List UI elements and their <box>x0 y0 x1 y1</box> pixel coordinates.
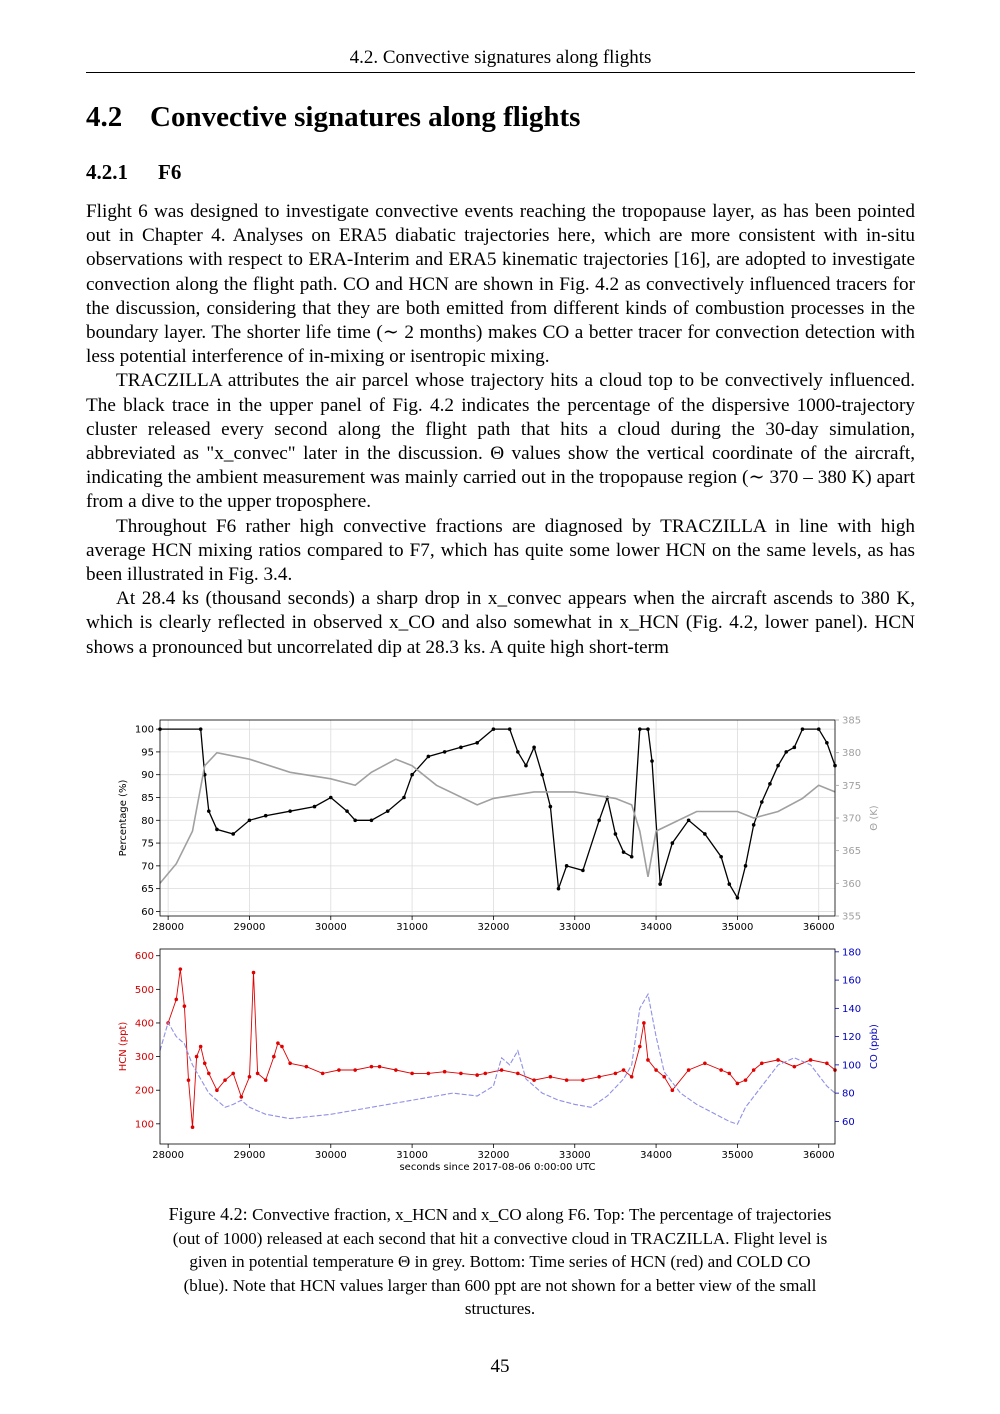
paragraph: At 28.4 ks (thousand seconds) a sharp drop in x_convec appears when the aircraft ascends to 380 K, which is clearly reflected in observed x_CO and also somewhat in x_HCN (Fig. 4.2, lower panel). HCN shows a pronounced but uncorrelated dip at 28.3 ks. A quite high short-term <box>86 588 915 658</box>
data-point-hcn <box>622 1068 626 1072</box>
data-point-hcn <box>353 1068 357 1072</box>
data-point-hcn <box>179 967 183 971</box>
y2-tick-label: 80 <box>842 1088 855 1100</box>
paragraph: TRACZILLA attributes the air parcel whose trajectory hits a cloud top to be convectively influenced. The black trace in the upper panel of Fig. 4.2 indicates the percentage of the dispersive 1000-trajectory cluster released every second along the flight path that hits a cloud during the 30-day simulation, abbreviated as "x_convec" later in the discussion. Θ values show the vertical coordinate of the aircraft, indicating the ambient measurement was mainly carried out in the tropopause region (∼ 370 – 380 K) apart from a dive to the upper troposphere. <box>86 370 915 513</box>
data-point-x_convec <box>532 746 536 750</box>
x-tick-label: 36000 <box>802 1150 835 1161</box>
data-point-x_convec <box>508 727 512 731</box>
running-head: 4.2. Convective signatures along flights <box>349 47 652 68</box>
data-point-hcn <box>719 1068 723 1072</box>
y-tick-label: 70 <box>141 861 154 873</box>
y2-tick-label: 385 <box>842 716 862 727</box>
data-point-hcn <box>597 1075 601 1079</box>
data-point-hcn <box>256 1072 260 1076</box>
y2-tick-label: 120 <box>842 1032 862 1044</box>
header-rule <box>86 72 915 73</box>
y-tick-label: 400 <box>134 1018 154 1030</box>
data-point-hcn <box>532 1078 536 1082</box>
data-point-x_convec <box>817 727 821 731</box>
x-tick-label: 34000 <box>640 1150 672 1161</box>
data-point-x_convec <box>744 864 748 868</box>
paragraph: Throughout F6 rather high convective fractions are diagnosed by TRACZILLA in line with high average HCN mixing ratios compared to F7, which has quite some lower HCN on the same levels, as has been illustrated in Fig. 3.4. <box>86 515 915 586</box>
x-tick-label: 36000 <box>802 922 835 933</box>
data-point-x_convec <box>752 823 756 827</box>
y2-tick-label: 140 <box>842 1003 862 1015</box>
data-point-x_convec <box>443 750 447 754</box>
series-line-theta <box>160 753 835 884</box>
data-point-hcn <box>264 1078 268 1082</box>
data-point-x_convec <box>650 759 654 763</box>
data-point-x_convec <box>475 741 479 745</box>
data-point-x_convec <box>264 814 268 818</box>
x-tick-label: 33000 <box>558 1150 591 1161</box>
plot-frame <box>160 949 835 1144</box>
x-axis-label: seconds since 2017-08-06 0:00:00 UTC <box>399 1162 596 1173</box>
y2-tick-label: 370 <box>842 813 862 825</box>
body-text <box>86 200 915 660</box>
x-tick-label: 29000 <box>233 922 266 933</box>
data-point-x_convec <box>736 896 740 900</box>
y-tick-label: 100 <box>134 724 154 736</box>
data-point-hcn <box>776 1058 780 1062</box>
data-point-x_convec <box>658 882 662 886</box>
data-point-hcn <box>475 1073 479 1077</box>
data-point-hcn <box>427 1072 431 1076</box>
data-point-x_convec <box>581 869 585 873</box>
data-point-x_convec <box>207 809 211 813</box>
y2-tick-label: 355 <box>842 911 862 923</box>
y-tick-label: 600 <box>134 951 154 963</box>
data-point-hcn <box>272 1055 276 1059</box>
y-tick-label: 95 <box>141 747 154 759</box>
data-point-x_convec <box>597 818 601 822</box>
y-tick-label: 90 <box>141 770 154 782</box>
data-point-hcn <box>642 1021 646 1025</box>
data-point-x_convec <box>313 805 317 809</box>
chart-panel-bottom <box>118 947 880 1173</box>
data-point-hcn <box>370 1065 374 1069</box>
x-tick-label: 31000 <box>396 922 429 933</box>
data-point-hcn <box>443 1070 447 1074</box>
x-tick-label: 30000 <box>314 1150 347 1161</box>
data-point-x_convec <box>671 841 675 845</box>
data-point-x_convec <box>727 882 731 886</box>
figure-4-2 <box>110 716 890 1176</box>
data-point-x_convec <box>524 764 528 768</box>
data-point-hcn <box>280 1045 284 1049</box>
data-point-x_convec <box>459 746 463 750</box>
subsection-number: 4.2.1 <box>86 160 128 184</box>
data-point-x_convec <box>825 741 829 745</box>
chart-panel-top <box>118 716 880 933</box>
data-point-x_convec <box>199 727 203 731</box>
data-point-x_convec <box>614 832 618 836</box>
data-point-hcn <box>215 1088 219 1092</box>
x-tick-label: 35000 <box>721 1150 754 1161</box>
data-point-x_convec <box>793 746 797 750</box>
data-point-hcn <box>646 1058 650 1062</box>
x-tick-label: 30000 <box>314 922 347 933</box>
x-tick-label: 34000 <box>640 922 672 933</box>
data-point-x_convec <box>248 818 252 822</box>
data-point-hcn <box>203 1062 207 1066</box>
figure-chart <box>110 716 890 1176</box>
y2-tick-label: 360 <box>842 878 862 890</box>
data-point-hcn <box>240 1095 244 1099</box>
data-point-hcn <box>500 1068 504 1072</box>
data-point-hcn <box>207 1072 211 1076</box>
data-point-hcn <box>459 1072 463 1076</box>
data-point-x_convec <box>703 832 707 836</box>
data-point-hcn <box>484 1072 488 1076</box>
y2-tick-label: 380 <box>842 748 862 760</box>
paragraph: Flight 6 was designed to investigate convective events reaching the tropopause layer, as has been pointed out in Chapter 4. Analyses on ERA5 diabatic trajectories here, which are more consistent with in-situ observations with respect to ERA-Interim and ERA5 kinematic trajectories [16], are adopted to investigate convection along the flight path. CO and HCN are shown in Fig. 4.2 as convectively influenced tracers for the discussion, considering that they are both emitted from different kinds of combustion processes in the boundary layer. The shorter life time (∼ 2 months) makes CO a better tracer for convection detection with less potential interference of in-mixing or isentropic mixing. <box>86 201 915 368</box>
y2-axis-label: CO (ppb) <box>869 1024 880 1069</box>
data-point-x_convec <box>768 782 772 786</box>
data-point-hcn <box>614 1072 618 1076</box>
data-point-hcn <box>288 1062 292 1066</box>
data-point-x_convec <box>386 809 390 813</box>
page-number: 45 <box>490 1356 510 1377</box>
data-point-x_convec <box>801 727 805 731</box>
data-point-x_convec <box>719 855 723 859</box>
y-tick-label: 200 <box>134 1085 154 1097</box>
data-point-x_convec <box>638 727 642 731</box>
data-point-hcn <box>199 1045 203 1049</box>
data-point-hcn <box>630 1075 634 1079</box>
data-point-hcn <box>760 1062 764 1066</box>
data-point-x_convec <box>231 832 235 836</box>
y2-tick-label: 365 <box>842 846 862 858</box>
data-point-hcn <box>321 1072 325 1076</box>
data-point-x_convec <box>329 796 333 800</box>
data-point-hcn <box>187 1078 191 1082</box>
caption-label: Figure 4.2: <box>168 1204 248 1224</box>
data-point-x_convec <box>687 818 691 822</box>
data-point-x_convec <box>492 727 496 731</box>
data-point-x_convec <box>565 864 569 868</box>
data-point-hcn <box>276 1041 280 1045</box>
data-point-hcn <box>191 1125 195 1129</box>
y-tick-label: 85 <box>141 792 154 804</box>
data-point-hcn <box>248 1075 252 1079</box>
data-point-hcn <box>549 1075 553 1079</box>
data-point-hcn <box>825 1062 829 1066</box>
data-point-x_convec <box>370 818 374 822</box>
x-tick-label: 28000 <box>152 1150 185 1161</box>
data-point-x_convec <box>630 855 634 859</box>
subsection-title: F6 <box>158 160 182 184</box>
data-point-hcn <box>394 1068 398 1072</box>
y2-axis-label: Θ (K) <box>869 805 880 831</box>
data-point-hcn <box>223 1078 227 1082</box>
data-point-hcn <box>793 1065 797 1069</box>
data-point-x_convec <box>410 773 414 777</box>
y2-tick-label: 60 <box>842 1116 855 1128</box>
data-point-x_convec <box>353 818 357 822</box>
section-number: 4.2 <box>86 101 123 133</box>
data-point-hcn <box>809 1058 813 1062</box>
data-point-hcn <box>231 1072 235 1076</box>
section-title: Convective signatures along flights <box>150 101 581 133</box>
caption-text: Convective fraction, x_HCN and x_CO along F6. Top: The percentage of trajectories (out of 1000) released at each second that hit a convective cloud in TRACZILLA. Flight level is given in potential temperature Θ in grey. Bottom: Time series of HCN (red) and COLD CO (blue). Note that HCN values larger than 600 ppt are not shown for a better view of the small structures. <box>172 1205 832 1319</box>
data-point-hcn <box>337 1068 341 1072</box>
series-line-x_convec <box>160 729 835 898</box>
y-tick-label: 100 <box>134 1119 154 1131</box>
x-tick-label: 33000 <box>558 922 591 933</box>
y-tick-label: 60 <box>141 906 154 918</box>
data-point-hcn <box>638 1045 642 1049</box>
data-point-x_convec <box>402 796 406 800</box>
data-point-hcn <box>752 1068 756 1072</box>
x-tick-label: 32000 <box>477 1150 510 1161</box>
data-point-x_convec <box>784 750 788 754</box>
data-point-hcn <box>410 1072 414 1076</box>
data-point-hcn <box>183 1004 187 1008</box>
series-line-co <box>160 994 835 1124</box>
data-point-hcn <box>727 1072 731 1076</box>
series-line-hcn <box>168 969 835 1127</box>
figure-caption <box>166 1203 834 1321</box>
data-point-x_convec <box>646 727 650 731</box>
x-tick-label: 35000 <box>721 922 754 933</box>
x-tick-label: 31000 <box>396 1150 429 1161</box>
data-point-x_convec <box>288 809 292 813</box>
x-tick-label: 32000 <box>477 922 510 933</box>
y-tick-label: 500 <box>134 984 154 996</box>
y2-tick-label: 180 <box>842 947 862 959</box>
data-point-x_convec <box>215 828 219 832</box>
data-point-hcn <box>654 1068 658 1072</box>
data-point-x_convec <box>549 805 553 809</box>
data-point-hcn <box>378 1065 382 1069</box>
data-point-hcn <box>516 1072 520 1076</box>
data-point-hcn <box>703 1062 707 1066</box>
section-heading <box>86 100 580 134</box>
data-point-x_convec <box>622 850 626 854</box>
data-point-x_convec <box>760 800 764 804</box>
y-axis-label: HCN (ppt) <box>118 1021 129 1072</box>
data-point-x_convec <box>427 755 431 759</box>
data-point-hcn <box>671 1088 675 1092</box>
data-point-hcn <box>305 1065 309 1069</box>
data-point-x_convec <box>540 773 544 777</box>
data-point-hcn <box>736 1082 740 1086</box>
subsection-heading <box>86 159 181 185</box>
data-point-hcn <box>252 971 256 975</box>
data-point-hcn <box>687 1068 691 1072</box>
data-point-x_convec <box>557 887 561 891</box>
data-point-hcn <box>662 1075 666 1079</box>
y2-tick-label: 375 <box>842 780 862 792</box>
data-point-hcn <box>565 1078 569 1082</box>
data-point-x_convec <box>345 809 349 813</box>
y-tick-label: 65 <box>141 884 154 896</box>
data-point-hcn <box>581 1078 585 1082</box>
data-point-hcn <box>195 1055 199 1059</box>
y-tick-label: 75 <box>141 838 154 850</box>
y-tick-label: 300 <box>134 1052 154 1064</box>
x-tick-label: 28000 <box>152 922 185 933</box>
x-tick-label: 29000 <box>233 1150 266 1161</box>
data-point-x_convec <box>516 750 520 754</box>
y-tick-label: 80 <box>141 815 154 827</box>
y2-tick-label: 100 <box>842 1060 862 1072</box>
data-point-x_convec <box>776 764 780 768</box>
data-point-hcn <box>744 1078 748 1082</box>
plot-frame <box>160 720 835 916</box>
y-axis-label: Percentage (%) <box>118 779 129 857</box>
data-point-hcn <box>174 998 178 1002</box>
y2-tick-label: 160 <box>842 975 862 987</box>
